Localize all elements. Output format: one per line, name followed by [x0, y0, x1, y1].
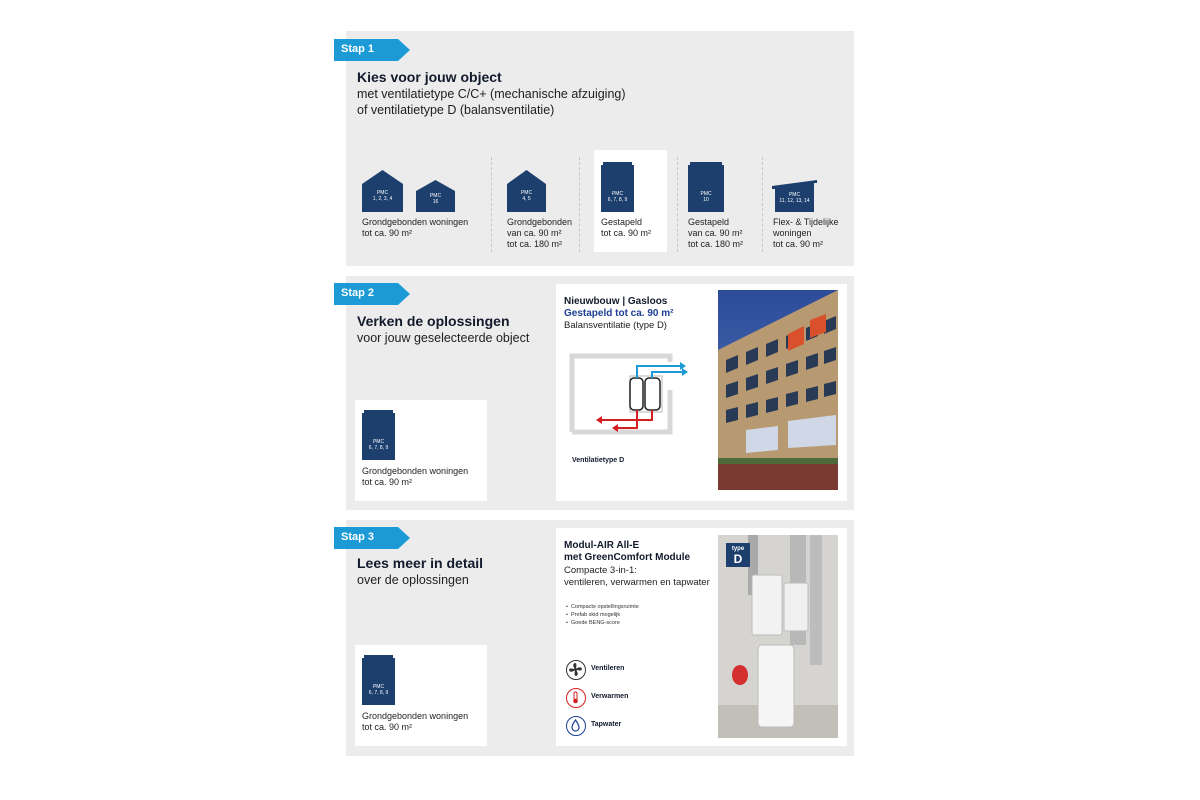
house-pmc-11-12-13-14-button[interactable]: [772, 180, 817, 212]
pmc-label: PMC: [520, 190, 533, 196]
type-badge-letter: D: [733, 552, 743, 566]
step1-tag: [334, 39, 410, 61]
step3-object-label: [362, 711, 468, 733]
group5-label-line: Flex- & Tijdelijke: [773, 217, 839, 227]
ventilation-diagram: [566, 350, 690, 440]
feature-label: Tapwater: [591, 721, 622, 728]
pmc-numbers: 6, 7, 8, 9: [368, 445, 389, 451]
type-badge-label: type: [731, 546, 745, 552]
step2-object-label-line: Grondgebonden woningen: [362, 466, 469, 476]
pmc-label: PMC: [700, 191, 712, 197]
group2-label-line: Grondgebonden: [507, 217, 573, 227]
bullet-item: • Goede BENG-score: [566, 619, 639, 627]
step3-house-pmc-6-7-8-9: [362, 655, 395, 705]
feature-label: Ventileren: [591, 665, 625, 672]
group5-label-line: woningen: [773, 228, 812, 238]
step3-tag-label: Stap 3: [341, 531, 375, 543]
pmc-numbers: 11, 12, 13, 14: [779, 198, 810, 204]
solution-subtitle: Gestapeld tot ca. 90 m²: [564, 308, 674, 319]
building-photo: [718, 290, 838, 490]
pmc-label: PMC: [788, 192, 801, 198]
group4-label-line: van ca. 90 m²: [688, 228, 743, 238]
pmc-numbers: 6, 7, 8, 9: [607, 197, 628, 203]
step2-tag: [334, 283, 410, 305]
divider: [579, 157, 580, 252]
step3-tag: [334, 527, 410, 549]
water-drop-icon: [566, 716, 586, 736]
group3-label: [601, 217, 651, 239]
step2-heading: Verken de oplossingen: [357, 313, 510, 329]
bullet-item: • Prefab skid mogelijk: [566, 611, 639, 619]
step2-tag-label: Stap 2: [341, 287, 375, 299]
pmc-label: PMC: [611, 191, 624, 197]
house-pmc-6-7-8-9-button[interactable]: [601, 162, 634, 212]
solution-text: Balansventilatie (type D): [564, 320, 667, 331]
group2-label: [507, 217, 572, 250]
pmc-numbers: 6, 7, 8, 9: [368, 690, 389, 696]
pmc-label: PMC: [376, 190, 389, 196]
fan-icon: [566, 660, 586, 680]
solution-title: Nieuwbouw | Gasloos: [564, 296, 668, 307]
divider: [762, 157, 763, 252]
step1-tag-label: Stap 1: [341, 43, 375, 55]
feature-label: Verwarmen: [591, 693, 629, 700]
bullet-item: • Compacte opstellingsruimte: [566, 603, 639, 611]
step2-object-label-line: tot ca. 90 m²: [362, 477, 413, 487]
house-pmc-10-button[interactable]: [688, 162, 724, 212]
type-badge: [726, 543, 750, 567]
thermometer-icon: [566, 688, 586, 708]
product-photo: [718, 535, 838, 738]
group5-label: [773, 217, 839, 250]
group2-label-line: tot ca. 180 m²: [507, 239, 563, 249]
house-pmc-16-button[interactable]: [416, 180, 455, 212]
house-pmc-4-5-button[interactable]: [507, 170, 546, 212]
step2-subline: voor jouw geselecteerde object: [357, 331, 530, 345]
house-pmc-1-2-3-4-button[interactable]: [362, 170, 403, 212]
pmc-numbers: 16: [432, 199, 439, 205]
pmc-label: PMC: [429, 193, 442, 199]
divider: [491, 157, 492, 252]
pmc-numbers: 10: [703, 197, 709, 203]
pmc-numbers: 1, 2, 3, 4: [372, 196, 393, 202]
group2-label-line: van ca. 90 m²: [507, 228, 562, 238]
group4-label: [688, 217, 743, 250]
step3-heading: Lees meer in detail: [357, 555, 484, 571]
product-desc-line1: Compacte 3-in-1:: [564, 565, 637, 576]
step2-object-label: [362, 466, 468, 488]
step1-subline-2: of ventilatietype D (balansventilatie): [357, 103, 555, 117]
group1-label-line: Grondgebonden woningen: [362, 217, 469, 227]
group4-label-line: tot ca. 180 m²: [688, 239, 744, 249]
step2-house-pmc-6-7-8-9: [362, 410, 395, 460]
product-desc-line2: ventileren, verwarmen en tapwater: [564, 577, 710, 588]
group1-label: [362, 217, 468, 239]
group1-label-line: tot ca. 90 m²: [362, 228, 413, 238]
step1-subline-1: met ventilatietype C/C+ (mechanische afzuiging): [357, 87, 626, 101]
group3-label-line: tot ca. 90 m²: [601, 228, 652, 238]
diagram-caption: Ventilatietype D: [572, 457, 625, 464]
product-title-line2: met GreenComfort Module: [564, 552, 691, 563]
group3-label-line: Gestapeld: [601, 217, 643, 227]
group5-label-line: tot ca. 90 m²: [773, 239, 824, 249]
step3-subline: over de oplossingen: [357, 573, 469, 587]
product-title-line1: Modul-AIR All-E: [564, 540, 640, 551]
step3-object-label-line: tot ca. 90 m²: [362, 722, 413, 732]
step1-heading: Kies voor jouw object: [357, 69, 502, 85]
group4-label-line: Gestapeld: [688, 217, 730, 227]
pmc-label: PMC: [372, 439, 385, 445]
step3-object-label-line: Grondgebonden woningen: [362, 711, 469, 721]
pmc-numbers: 4, 5: [522, 196, 531, 202]
pmc-label: PMC: [372, 684, 385, 690]
product-bullets: [566, 603, 639, 627]
divider: [677, 157, 678, 252]
